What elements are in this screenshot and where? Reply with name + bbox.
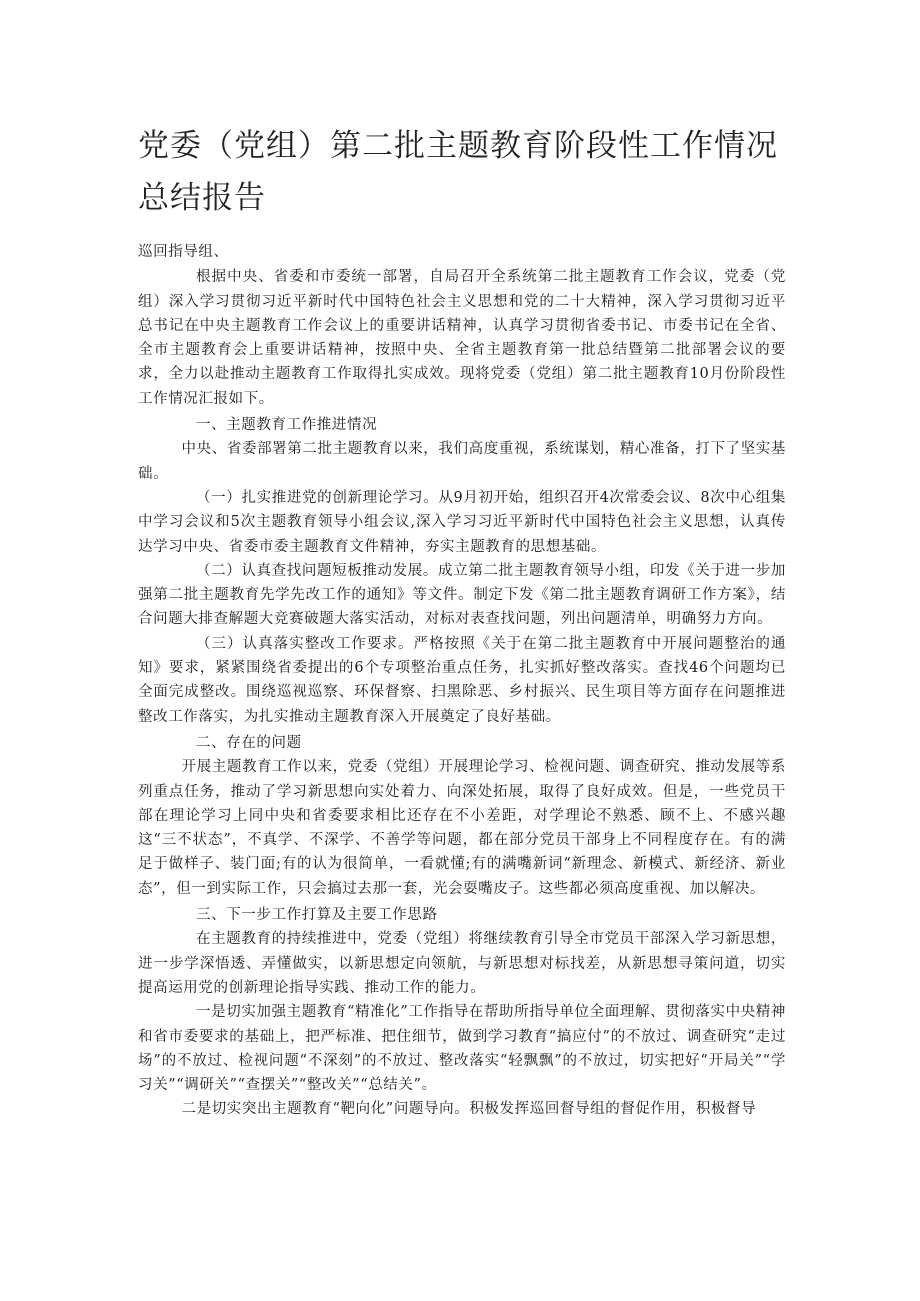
section-2-body: 开展主题教育工作以来，党委（党组）开展理论学习、检视问题、调查研究、推动发展等系列重点任务，推动了学习新思想向实处着力、向深处拓展，取得了良好成效。但是，一些党员干部在理论学习上同中央和省委要求相比还存在不小差距，对学理论不熟悉、顾不上、不感兴趣这“三不状态”，不真学、不深学、不善学等问题，都在部分党员干部身上不同程度存在。有的满足于做样子、装门面;有的认为很简单，一看就懂;有的满嘴新词“新理念、新模式、新经济、新业态”，但一到实际工作，只会搞过去那一套，光会耍嘴皮子。这些都必须高度重视、加以解决。 xyxy=(138,759,786,897)
section-1-item-2: （二）认真查找问题短板推动发展。成立第二批主题教育领导小组，印发《关于进一步加强第二批主题教育先学先改工作的通知》等文件。制定下发《第二批主题教育调研工作方案》，结合问题大排查解题大竞赛破题大落实活动，对标对表查找问题，列出问题清单，明确努力方向。 xyxy=(138,562,786,628)
section-1-item-3: （三）认真落实整改工作要求。严格按照《关于在第二批主题教育中开展问题整治的通知》要求，紧紧围绕省委提出的6个专项整治重点任务，扎实抓好整改落实。查找46个问题均已全面完成整改。围绕巡视巡察、环保督察、扫黑除恶、乡村振兴、民生项目等方面存在问题推进整改工作落实，为扎实推动主题教育深入开展奠定了良好基础。 xyxy=(138,635,786,725)
section-2-heading: 二、存在的问题 xyxy=(196,734,302,751)
document-title: 党委（党组）第二批主题教育阶段性工作情况总结报告 xyxy=(138,128,778,216)
section-3-intro: 在主题教育的持续推进中，党委（党组）将继续教育引导全市党员干部深入学习新思想，进一步学深悟透、弄懂做实，以新思想定向领航，与新思想对标找差，从新思想寻策问道，切实提高运用党的创新理论指导实践、推动工作的能力。 xyxy=(138,931,786,996)
salutation: 巡回指导组、 xyxy=(138,244,229,260)
section-1-heading: 一、主题教育工作推进情况 xyxy=(196,417,378,434)
intro-paragraph: 根据中央、省委和市委统一部署，自局召开全系统第二批主题教育工作会议，党委（党组）深入学习贯彻习近平新时代中国特色社会主义思想和党的二十大精神，深入学习贯彻习近平总书记在中央主题教育工作会议上的重要讲话精神，认真学习贯彻省委书记、市委书记在全省、全市主题教育会上重要讲话精神，按照中央、全省主题教育第一批总结暨第二批部署会议的要求，全力以赴推动主题教育工作取得扎实成效。现将党委（党组）第二批主题教育10月份阶段性工作情况汇报如下。 xyxy=(138,269,786,407)
section-1-intro: 中央、省委部署第二批主题教育以来，我们高度重视，系统谋划，精心准备，打下了坚实基础。 xyxy=(138,441,786,482)
section-1-item-1: （一）扎实推进党的创新理论学习。从9月初开始，组织召开4次常委会议、8次中心组集中学习会议和5次主题教育领导小组会议,深入学习习近平新时代中国特色社会主义思想，认真传达学习中央、省委市委主题教育文件精神，夯实主题教育的思想基础。 xyxy=(138,489,786,555)
document-page xyxy=(138,120,786,1122)
section-3-point-2: 二是切实突出主题教育“靶向化”问题导向。积极发挥巡回督导组的督促作用，积极督导 xyxy=(181,1101,757,1118)
section-3-heading: 三、下一步工作打算及主要工作思路 xyxy=(196,907,438,924)
section-3-point-1: 一是切实加强主题教育“精准化”工作指导在帮助所指导单位全面理解、贯彻落实中央精神和省市委要求的基础上，把严标准、把住细节，做到学习教育“搞应付”的不放过、调查研究“走过场”的不放过、检视问题“不深刻”的不放过、整改落实“轻飘飘”的不放过，切实把好“开局关”“学习关”“调研关”“查摆关”“整改关”“总结关”。 xyxy=(138,1004,786,1094)
